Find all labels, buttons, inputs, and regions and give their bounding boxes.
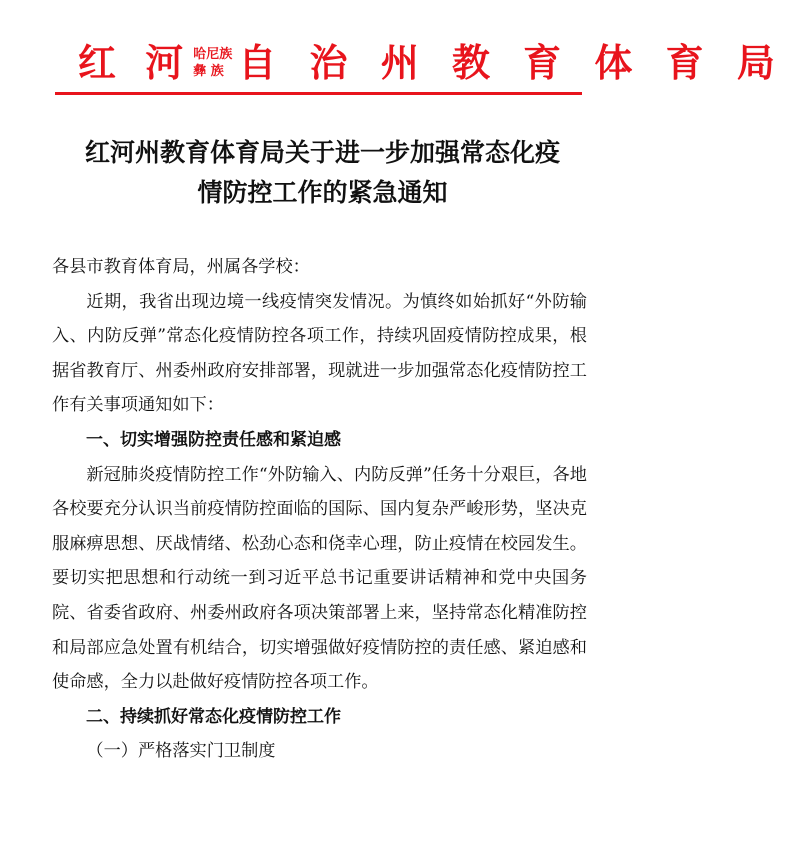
document-body (52, 250, 587, 769)
title-line-2: 情防控工作的紧急通知 (197, 178, 448, 207)
intro-paragraph: 近期，我省出现边境一线疫情突发情况。为慎终如始抓好“外防输入、内防反弹”常态化疫情防控各项工作，持续巩固疫情防控成果，根据省教育厅、州委州政府安排部署，现就进一步加强常态化疫情防控工作有关事项通知如下： (52, 291, 587, 416)
masthead-left: 红 河 (78, 40, 192, 85)
red-divider (55, 92, 582, 95)
section-heading-1: 一、切实增强防控责任感和紧迫感 (86, 429, 341, 450)
masthead-right: 自 治 州 教 育 体 育 局 (238, 40, 785, 85)
masthead-ethnic-names (193, 46, 232, 80)
subsection-heading-1: （一）严格落实门卫制度 (86, 741, 276, 762)
masthead (78, 38, 785, 88)
document-title (0, 133, 645, 213)
section-1-paragraph: 新冠肺炎疫情防控工作“外防输入、内防反弹”任务十分艰巨，各地各校要充分认识当前疫情防控面临的国际、国内复杂严峻形势，坚决克服麻痹思想、厌战情绪、松劲心态和侥幸心理，防止疫情在校园发生。要切实把思想和行动统一到习近平总书记重要讲话精神和党中央国务院、省委省政府、州委州政府各项决策部署上来，坚持常态化精准防控和局部应急处置有机结合，切实增强做好疫情防控的责任感、紧迫感和使命感，全力以赴做好疫情防控各项工作。 (52, 464, 587, 693)
title-line-1: 红河州教育体育局关于进一步加强常态化疫 (84, 138, 560, 167)
masthead-small-top: 哈尼族 (193, 47, 233, 62)
salutation: 各县市教育体育局，州属各学校： (52, 257, 310, 277)
section-heading-2: 二、持续抓好常态化疫情防控工作 (86, 706, 341, 727)
masthead-small-bottom: 彝 族 (193, 64, 224, 79)
